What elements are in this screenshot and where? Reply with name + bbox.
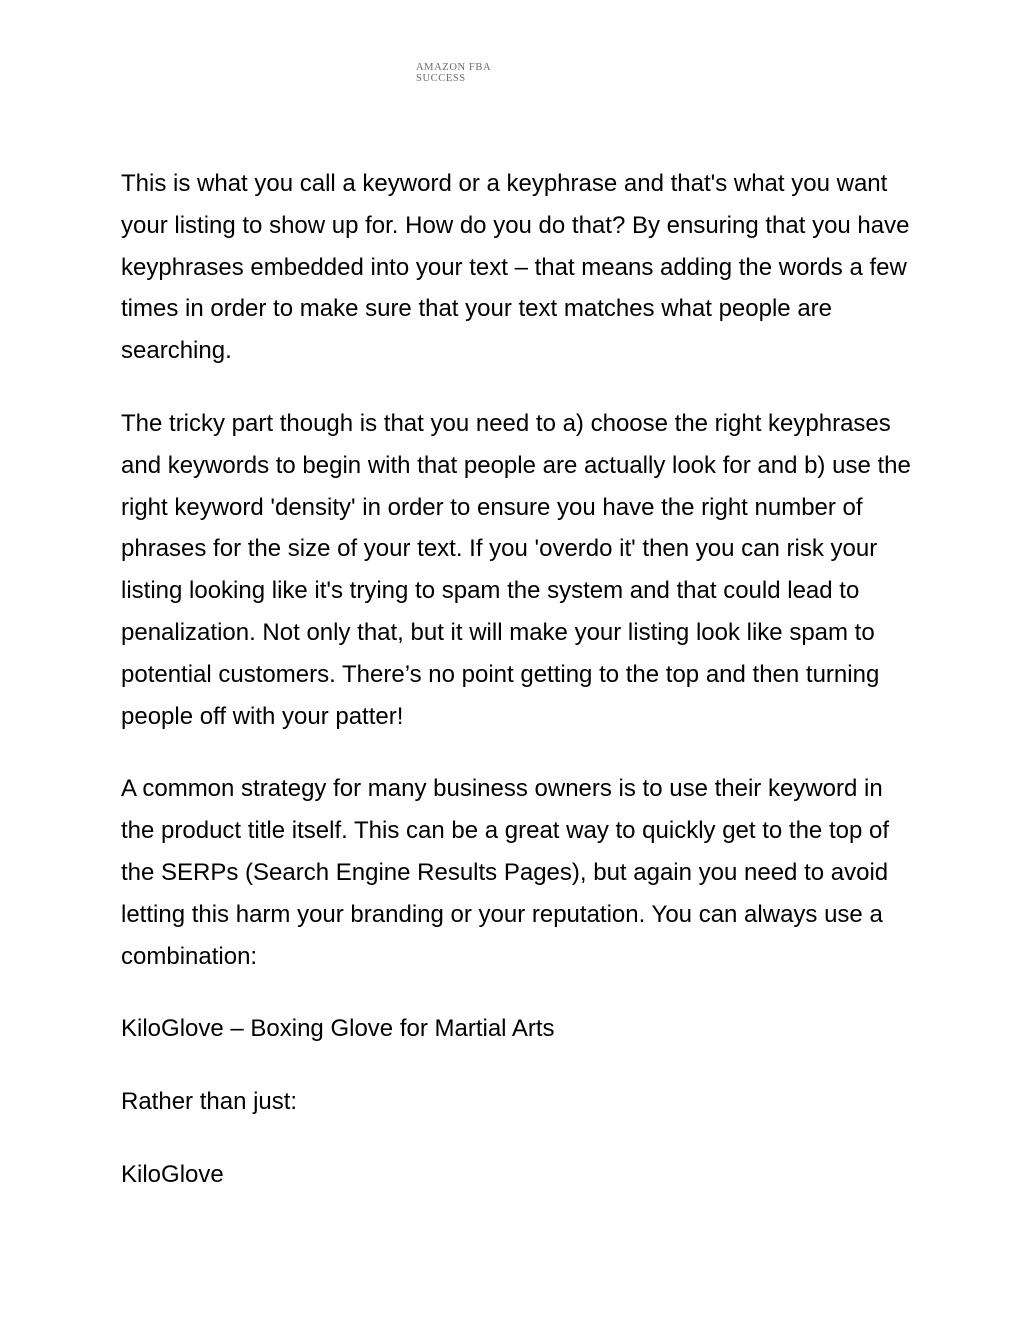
- paragraph-example-short: KiloGlove: [121, 1160, 224, 1188]
- paragraph-rather-than: Rather than just:: [121, 1088, 298, 1116]
- paragraph-title-strategy: A common strategy for many business owners is to use their keyword in the product title itself. This can be a great way to quickly get to the top of the SERPs (Search Engine Results Pages), but again you need to avoid letting this harm your branding or your reputation. You can always use a combination:: [121, 775, 889, 970]
- body-text: [121, 163, 911, 1227]
- paragraph-keyword-density: The tricky part though is that you need to a) choose the right keyphrases and keywords to begin with that people are actually look for and b) use the right keyword 'density' in order to ensure you have the right number of phrases for the size of your text. If you 'overdo it' then you can risk your listing looking like it's trying to spam the system and that could lead to penalization. Not only that, but it will make your listing look like spam to potential customers. There’s no point getting to the top and then turning people off with your patter!: [121, 409, 911, 730]
- header-line-1: AMAZON FBA: [416, 62, 492, 73]
- paragraph-keyword-intro: This is what you call a keyword or a keyphrase and that's what you want your listing to show up for. How do you do that? By ensuring that you have keyphrases embedded into your text – that means adding the words a few times in order to make sure that your text matches what people are searching.: [121, 170, 910, 365]
- paragraph-example-title: KiloGlove – Boxing Glove for Martial Arts: [121, 1015, 555, 1043]
- running-header: [416, 62, 491, 84]
- header-line-2: SUCCESS: [416, 73, 466, 84]
